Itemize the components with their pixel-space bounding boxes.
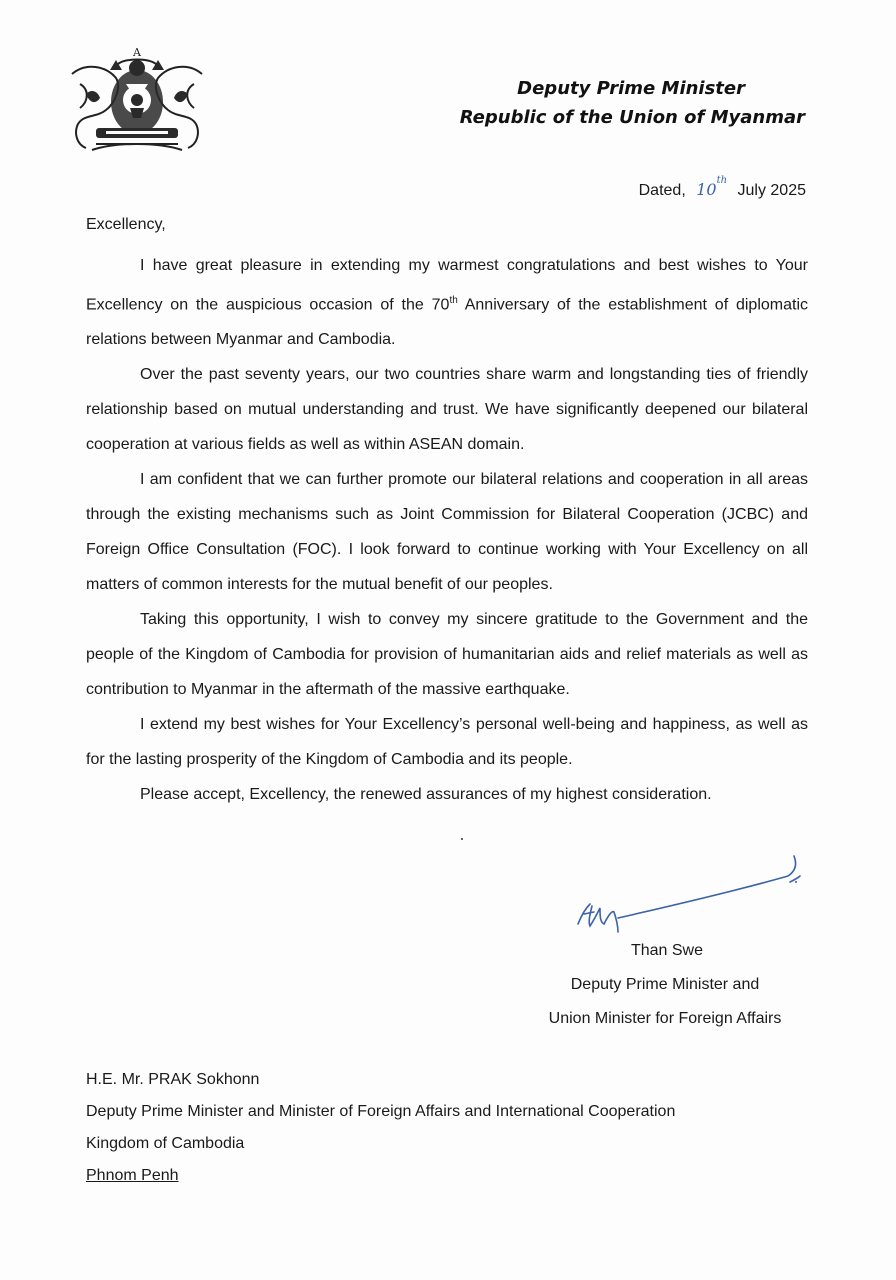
date-month-year: July 2025 bbox=[737, 182, 806, 199]
date-day-handwritten bbox=[696, 174, 728, 199]
paragraph-1-ordinal: th bbox=[449, 295, 458, 306]
signer-title-1: Deputy Prime Minister and bbox=[570, 976, 760, 993]
addressee-name: H.E. Mr. PRAK Sokhonn bbox=[86, 1071, 260, 1088]
letterhead-title: Deputy Prime Minister bbox=[517, 78, 745, 99]
date-day-number: 10 bbox=[696, 180, 717, 199]
state-seal-icon bbox=[66, 44, 208, 156]
paragraph-1 bbox=[86, 248, 808, 357]
signer-name: Than Swe bbox=[630, 942, 704, 959]
signer-title-2: Union Minister for Foreign Affairs bbox=[548, 1010, 782, 1027]
addressee-block bbox=[86, 1064, 675, 1192]
date-prefix: Dated, bbox=[638, 182, 686, 199]
letterhead-subtitle: Republic of the Union of Myanmar bbox=[459, 107, 805, 128]
addressee-country: Kingdom of Cambodia bbox=[86, 1135, 245, 1152]
ink-dot bbox=[461, 838, 463, 840]
salutation: Excellency, bbox=[86, 216, 166, 233]
paragraph-2: Over the past seventy years, our two countries share warm and longstanding ties of friendly relationship based on mutual understanding and trust. We have significantly deepened our bilateral cooperation at various fields as well as within ASEAN domain. bbox=[86, 366, 808, 454]
paragraph-5: I extend my best wishes for Your Excellency’s personal well-being and happiness, as well as for the lasting prosperity of the Kingdom of Cambodia and its people. bbox=[86, 716, 808, 769]
date-day-suffix: th bbox=[716, 174, 728, 186]
paragraph-3: I am confident that we can further promote our bilateral relations and cooperation in all areas through the existing mechanisms such as Joint Commission for Bilateral Cooperation (JCBC) and Foreign Office Consultation (FOC). I look forward to continue working with Your Excellency on all matters of common interests for the mutual benefit of our peoples. bbox=[86, 471, 808, 594]
paragraph-4: Taking this opportunity, I wish to convey my sincere gratitude to the Government and the people of the Kingdom of Cambodia for provision of humanitarian aids and relief materials as well as contribution to Myanmar in the aftermath of the massive earthquake. bbox=[86, 611, 808, 699]
paragraph-1-end: Anniversary of the establishment of diplomatic relations between Myanmar and Cambodia. bbox=[86, 296, 809, 349]
addressee-city: Phnom Penh bbox=[86, 1167, 179, 1184]
seal-mark: A bbox=[133, 46, 141, 59]
handwritten-signature-icon bbox=[572, 852, 808, 940]
closing-paragraph: Please accept, Excellency, the renewed assurances of my highest consideration. bbox=[140, 786, 712, 804]
letterhead bbox=[440, 74, 805, 132]
letter-body bbox=[86, 248, 808, 812]
signer-block bbox=[520, 934, 810, 1036]
paragraph-1-start: I have great pleasure in extending my warmest congratulations and best wishes to Your Excellency on the auspicious occasion of the 70 bbox=[86, 257, 808, 314]
letter-date bbox=[638, 174, 806, 200]
addressee-title: Deputy Prime Minister and Minister of Foreign Affairs and International Cooperation bbox=[86, 1103, 676, 1120]
